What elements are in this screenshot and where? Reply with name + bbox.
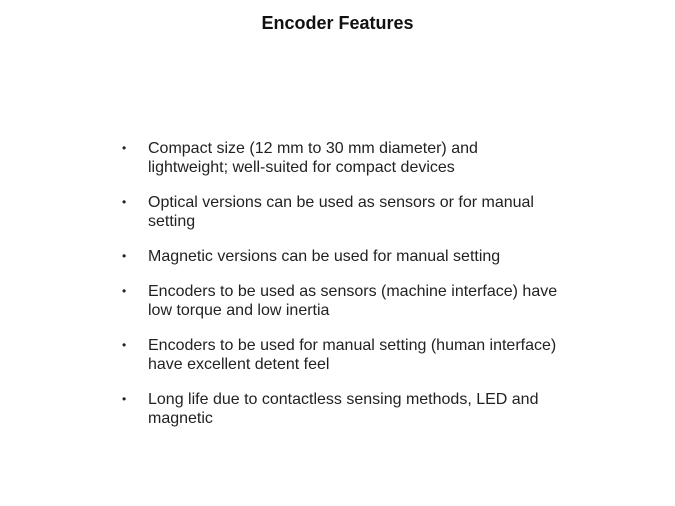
bullet-item-sensor-encoders	[122, 282, 562, 320]
bullet-icon: •	[122, 141, 127, 155]
bullet-icon: •	[122, 249, 127, 263]
bullet-text: Compact size (12 mm to 30 mm diameter) and lightweight; well-suited for compact devices	[148, 140, 478, 176]
bullet-item-compact-size	[122, 139, 562, 177]
bullet-text: Optical versions can be used as sensors or for manual setting	[148, 194, 534, 230]
bullet-text: Encoders to be used for manual setting (human interface) have excellent detent feel	[148, 337, 557, 373]
bullet-icon: •	[122, 338, 127, 352]
bullet-item-magnetic-versions	[122, 247, 562, 266]
bullet-icon: •	[122, 284, 127, 298]
bullet-icon: •	[122, 195, 127, 209]
bullet-text: Long life due to contactless sensing methods, LED and magnetic	[148, 391, 539, 427]
bullet-text: Encoders to be used as sensors (machine interface) have low torque and low inertia	[148, 283, 558, 319]
bullet-list	[122, 139, 562, 428]
bullet-text: Magnetic versions can be used for manual setting	[148, 248, 501, 265]
bullet-item-optical-versions	[122, 193, 562, 231]
slide-title: Encoder Features	[261, 13, 414, 33]
bullet-icon: •	[122, 392, 127, 406]
bullet-item-manual-encoders	[122, 336, 562, 374]
bullet-item-long-life	[122, 390, 562, 428]
